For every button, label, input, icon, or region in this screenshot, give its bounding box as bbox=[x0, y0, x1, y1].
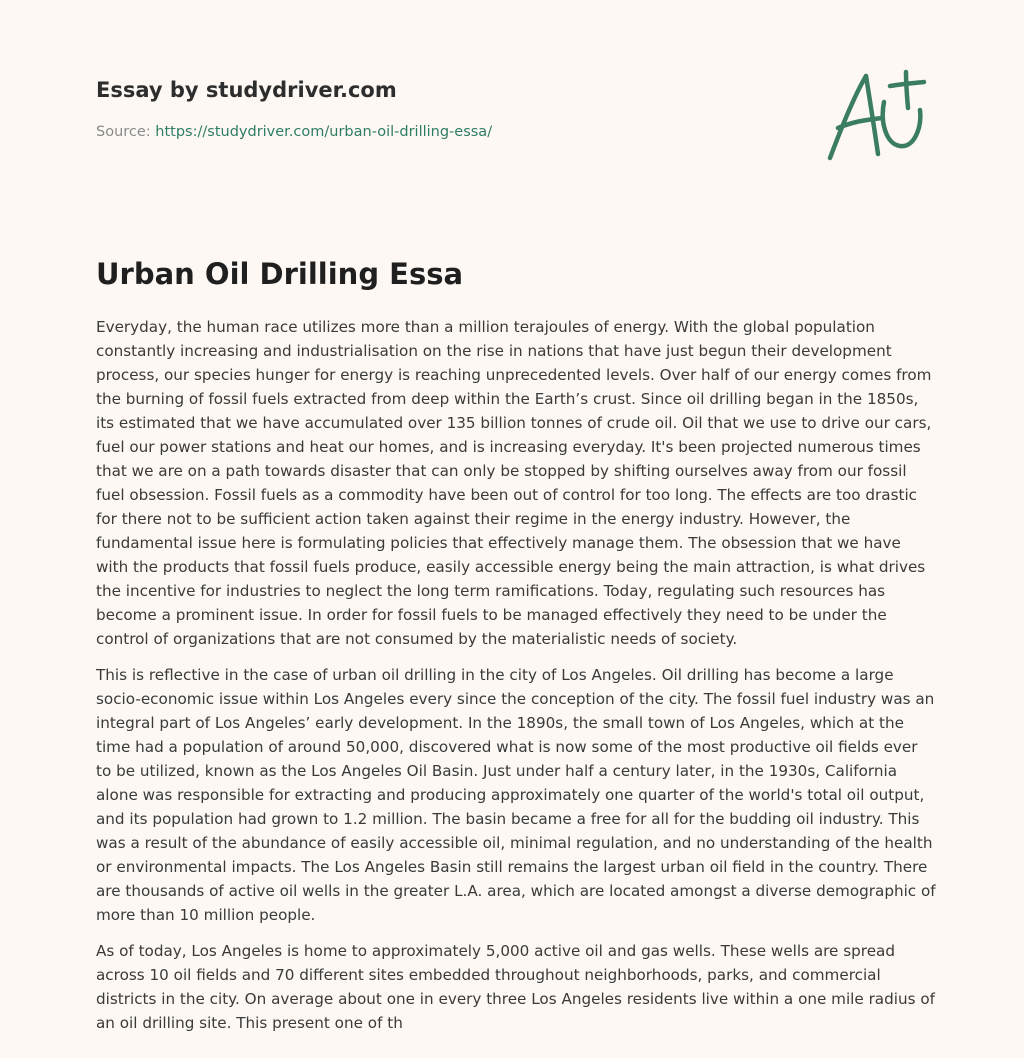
logo-plus-horizontal bbox=[890, 82, 924, 86]
logo-a-left-stroke bbox=[830, 76, 866, 158]
essay-paragraph: This is reflective in the case of urban oil drilling in the city of Los Angeles. Oil drilling has become a large socio-economic issue within Los Angeles every since the conception of the city. The fossil fuel industry was an integral part of Los Angeles’ early development. In the 1890s, the small town of Los Angeles, which at the time had a population of around 50,000, discovered what is now some of the most productive oil fields ever to be utilized, known as the Los Angeles Oil Basin. Just under half a century later, in the 1930s, California alone was responsible for extracting and producing approximately one quarter of the world's total oil output, and its population had grown to 1.2 million. The basin became a free for all for the budding oil industry. This was a result of the abundance of easily accessible oil, minimal regulation, and no understanding of the health or environmental impacts. The Los Angeles Basin still remains the largest urban oil field in the country. There are thousands of active oil wells in the greater L.A. area, which are located amongst a diverse demographic of more than 10 million people. bbox=[96, 666, 936, 924]
page-header bbox=[96, 76, 796, 142]
source-link[interactable]: https://studydriver.com/urban-oil-drilling-essa/ bbox=[155, 124, 493, 140]
source-label: Source: bbox=[96, 124, 151, 140]
logo-a-right-stroke bbox=[866, 76, 878, 154]
essay-title: Urban Oil Drilling Essa bbox=[96, 257, 464, 291]
logo-plus-vertical bbox=[906, 72, 908, 108]
essay-body bbox=[96, 315, 936, 1047]
a-plus-logo-icon bbox=[820, 66, 930, 166]
logo-swoosh bbox=[883, 102, 921, 146]
a-plus-logo-svg bbox=[820, 66, 930, 166]
brand-title: Essay by studydriver.com bbox=[96, 78, 397, 102]
source-line bbox=[96, 122, 796, 142]
essay-paragraph: As of today, Los Angeles is home to approximately 5,000 active oil and gas wells. These wells are spread across 10 oil fields and 70 different sites embedded throughout neighborhoods, parks, and commercial districts in the city. On average about one in every three Los Angeles residents live within a one mile radius of an oil drilling site. This present one of th bbox=[96, 942, 935, 1032]
essay-paragraph: Everyday, the human race utilizes more than a million terajoules of energy. With the global population constantly increasing and industrialisation on the rise in nations that have just begun their development process, our species hunger for energy is reaching unprecedented levels. Over half of our energy comes from the burning of fossil fuels extracted from deep within the Earth’s crust. Since oil drilling began in the 1850s, its estimated that we have accumulated over 135 billion tonnes of crude oil. Oil that we use to drive our cars, fuel our power stations and heat our homes, and is increasing everyday. It's been projected numerous times that we are on a path towards disaster that can only be stopped by shifting ourselves away from our fossil fuel obsession. Fossil fuels as a commodity have been out of control for too long. The effects are too drastic for there not to be sufficient action taken against their regime in the energy industry. However, the fundamental issue here is formulating policies that effectively manage them. The obsession that we have with the products that fossil fuels produce, easily accessible energy being the main attraction, is what drives the incentive for industries to neglect the long term ramifications. Today, regulating such resources has become a prominent issue. In order for fossil fuels to be managed effectively they need to be under the control of organizations that are not consumed by the materialistic needs of society. bbox=[96, 318, 932, 648]
